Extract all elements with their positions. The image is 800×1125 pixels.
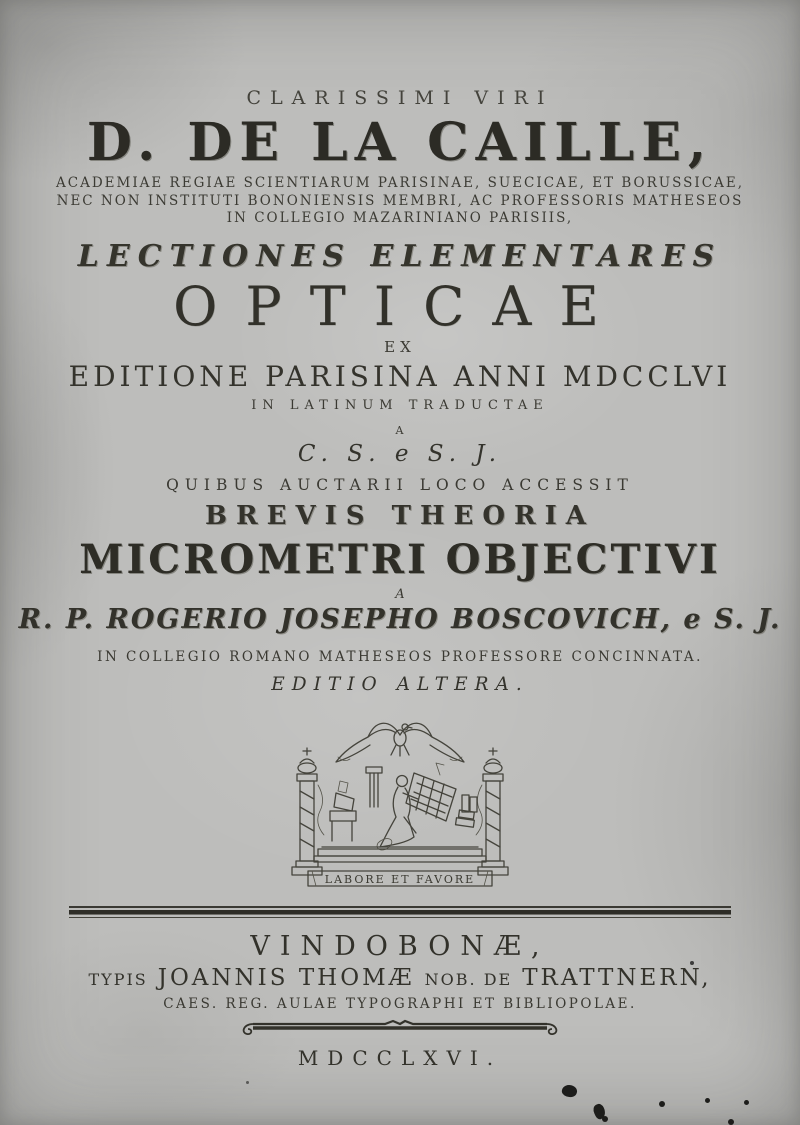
imprint-printer-name: JOANNIS THOMÆ	[157, 965, 415, 991]
connector-a: A	[395, 423, 405, 437]
addendum-note: IN COLLEGIO ROMANO MATHESEOS PROFESSORE CONCINNATA.	[97, 648, 703, 665]
bracket-ornament	[0, 1019, 800, 1041]
edition-source: EDITIONE PARISINA ANNI MDCCLVI	[68, 359, 732, 393]
author-name: D. DE LA CAILLE,	[86, 112, 714, 173]
edition-ex: EX	[384, 337, 416, 356]
addendum-intro: QUIBUS AUCTARII LOCO ACCESSIT	[166, 475, 634, 494]
ink-speck	[690, 961, 694, 965]
author-title-line: IN COLLEGIO MAZARINIANO PARISIIS,	[226, 210, 574, 226]
imprint-printer-particle: NOB. DE	[424, 970, 513, 989]
rule-thin-top	[69, 906, 731, 908]
ink-speck	[705, 1098, 710, 1103]
main-title-line2: OPTICAE	[173, 274, 627, 338]
eagle-with-ribbon-icon	[336, 723, 464, 762]
edition-statement: EDITIO ALTERA.	[271, 673, 529, 695]
motto-banner	[308, 871, 492, 886]
imprint-printer-titles: CAES. REG. AULAE TYPOGRAPHI ET BIBLIOPOLAE.	[163, 996, 637, 1012]
printer-emblem	[0, 715, 800, 891]
rule-thin-bottom	[69, 917, 731, 919]
printing-scene	[314, 763, 486, 862]
imprint-printer-surname: TRATTNERN,	[522, 965, 712, 991]
ink-speck	[744, 1100, 749, 1105]
ink-speck	[659, 1101, 665, 1107]
double-rule-divider	[69, 906, 731, 919]
imprint-place: VINDOBONÆ,	[250, 931, 550, 962]
printer-emblem-drawing	[286, 715, 514, 887]
author-title-line: ACADEMIAE REGIAE SCIENTIARUM PARISINAE, SUECICAE, ET BORUSSICAE,	[56, 175, 744, 191]
connector-a-2: A	[395, 586, 405, 602]
ink-speck	[602, 1116, 608, 1122]
ink-speck	[561, 1083, 579, 1098]
imprint-year: MDCCLXVI.	[297, 1046, 503, 1070]
author-titles-block	[0, 175, 800, 228]
imprint-printer-line	[0, 963, 800, 995]
addendum-title-line1: BREVIS THEORIA	[205, 500, 595, 531]
translated-note: IN LATINUM TRADUCTAE	[251, 397, 549, 413]
imprint-printer-prefix: TYPIS	[88, 970, 148, 989]
translator-initials: C. S. e S. J.	[297, 440, 503, 467]
motto-text: LABORE ET FAVORE	[324, 872, 476, 886]
bracket-ornament-drawing	[235, 1019, 565, 1037]
ink-speck	[728, 1119, 734, 1125]
main-title-line1: LECTIONES ELEMENTARES	[77, 238, 723, 274]
author-title-line: NEC NON INSTITUTI BONONIENSIS MEMBRI, AC PROFESSORIS MATHESEOS	[56, 192, 744, 209]
addendum-title-line2: MICROMETRI OBJECTIVI	[79, 535, 721, 583]
rule-thick	[69, 910, 731, 914]
ink-speck	[246, 1081, 249, 1084]
addendum-author: R. P. ROGERIO JOSEPHO BOSCOVICH, e S. J.	[18, 603, 782, 635]
honorific-line: CLARISSIMI VIRI	[246, 87, 554, 109]
